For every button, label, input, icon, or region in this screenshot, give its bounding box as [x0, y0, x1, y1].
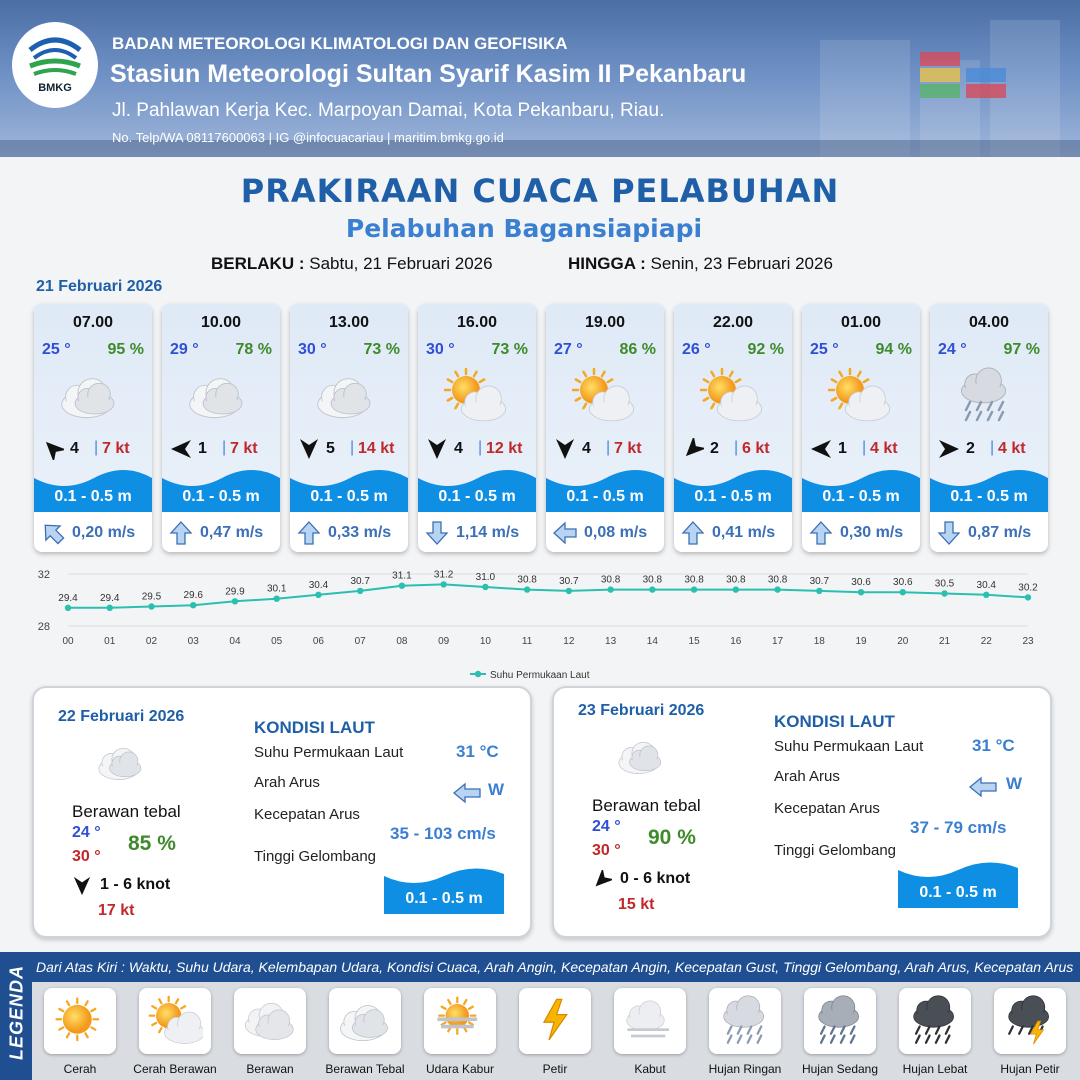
bmkg-logo-icon [26, 36, 84, 80]
legend-icon-box [804, 988, 876, 1054]
legend-label: Udara Kabur [425, 1062, 495, 1076]
wind-direction-icon [592, 870, 612, 890]
x-tick-label: 00 [62, 636, 74, 647]
cerah-berawan-icon [698, 366, 768, 428]
gust-speed: 12 kt [486, 440, 523, 457]
panel-condition: Berawan tebal [72, 802, 181, 821]
sst-data-label: 31.2 [433, 569, 454, 581]
forecast-card [546, 304, 664, 552]
x-tick-label: 13 [605, 636, 617, 647]
sst-data-label: 30.1 [266, 583, 287, 595]
cerah-berawan-icon [570, 366, 640, 428]
sst-value: 31 °C [972, 736, 1015, 755]
sst-data-label: 30.8 [684, 574, 704, 586]
current-row [802, 512, 920, 552]
sst-point [107, 605, 113, 611]
legend [0, 952, 1080, 1080]
wave-height: 0.1 - 0.5 m [822, 488, 900, 505]
bmkg-logo [12, 22, 98, 108]
sst-point [733, 586, 739, 592]
x-tick-label: 19 [855, 636, 867, 647]
logo-text: BMKG [38, 82, 72, 94]
valid-from-value: Sabtu, 21 Februari 2026 [309, 254, 493, 273]
sst-data-label: 30.6 [893, 577, 913, 589]
station-address: Jl. Pahlawan Kerja Kec. Marpoyan Damai, Kota Pekanbaru, Riau. [112, 100, 665, 121]
sst-data-label: 30.8 [517, 574, 537, 586]
forecast-temp: 26 ° [682, 341, 711, 358]
forecast-time: 01.00 [840, 314, 882, 331]
gust-speed: 6 kt [742, 440, 770, 457]
current-speed: 0,41 m/s [712, 524, 776, 541]
y-tick-label: 32 [37, 569, 50, 581]
wind-speed: 4 [454, 440, 463, 457]
berawan-tebal-icon [92, 738, 156, 788]
forecast-card [162, 304, 280, 552]
x-tick-label: 04 [229, 636, 241, 647]
petir-icon [527, 994, 583, 1050]
valid-to [568, 254, 833, 274]
x-tick-label: 10 [479, 636, 491, 647]
sst-data-label: 29.4 [100, 592, 120, 604]
hujan-petir-icon [1002, 994, 1058, 1050]
wind-speed: 1 [198, 440, 207, 457]
panel-humidity: 85 % [128, 832, 176, 855]
current-speed-label: Kecepatan Arus [254, 806, 360, 823]
wind-direction-icon [810, 438, 832, 460]
sst-point [190, 602, 196, 608]
wind-direction-icon [170, 438, 192, 460]
wind-row [424, 437, 532, 461]
wind-direction-icon [72, 876, 92, 896]
current-direction-icon [552, 520, 578, 546]
legend-icon-box [329, 988, 401, 1054]
sst-data-label: 30.7 [809, 575, 830, 587]
forecast-temp: 30 ° [298, 341, 327, 358]
x-tick-label: 05 [271, 636, 283, 647]
panel-temp-min: 24 ° [72, 824, 101, 841]
sst-data-label: 30.7 [559, 575, 579, 587]
station-contact: No. Telp/WA 08117600063 | IG @infocuacariau | maritim.bmkg.go.id [112, 130, 504, 145]
current-direction-icon [296, 520, 322, 546]
legend-label: Berawan Tebal [325, 1062, 405, 1076]
forecast-humidity: 92 % [747, 341, 784, 358]
forecast-temp: 25 ° [42, 341, 71, 358]
sst-data-label: 30.4 [308, 579, 329, 591]
x-tick-label: 21 [938, 636, 951, 647]
sst-point [524, 586, 530, 592]
forecast-card [674, 304, 792, 552]
panel-temp-max: 30 ° [592, 842, 621, 859]
port-name: Pelabuhan Bagansiapiapi [345, 214, 703, 243]
sst-point [816, 588, 822, 594]
wind-row [296, 437, 404, 461]
wind-speed: 4 [582, 440, 591, 457]
sea-condition-title: KONDISI LAUT [774, 712, 895, 731]
day-panel-1 [32, 686, 532, 938]
legend-label: Petir [542, 1062, 568, 1076]
sst-data-label: 30.8 [642, 574, 663, 586]
legend-icon-box [424, 988, 496, 1054]
wave-height: 0.1 - 0.5 m [54, 488, 132, 505]
panel-gust: 15 kt [618, 896, 655, 913]
sst-point [900, 589, 906, 595]
wave-height-value: 0.1 - 0.5 m [405, 890, 483, 907]
cerah-berawan-icon [826, 366, 896, 428]
separator: | [94, 439, 99, 456]
legend-label: Cerah [63, 1062, 97, 1076]
legend-description: Dari Atas Kiri : Waktu, Suhu Udara, Kelembapan Udara, Kondisi Cuaca, Arah Angin, Kecepatan Angin, Kecepatan Gust, Tinggi Gelombang, Arah Arus, Kecepatan Arus [36, 959, 1074, 975]
sst-data-label: 30.7 [350, 575, 370, 587]
separator: | [990, 439, 995, 456]
wind-direction-icon [938, 438, 960, 460]
wind-direction-icon [298, 438, 320, 460]
sst-data-label: 30.2 [1018, 582, 1038, 594]
current-speed: 0,30 m/s [840, 524, 904, 541]
x-tick-label: 08 [396, 636, 408, 647]
wind-row [936, 437, 1044, 461]
x-tick-label: 09 [438, 636, 450, 647]
legend-icon-box [614, 988, 686, 1054]
panel-temp-max: 30 ° [72, 848, 101, 865]
forecast-time: 16.00 [456, 314, 498, 331]
current-speed-label: Kecepatan Arus [774, 800, 880, 817]
panel-condition: Berawan tebal [592, 796, 701, 815]
legend-side [0, 952, 32, 1080]
legend-item [36, 988, 124, 1076]
berawan-tebal-icon [186, 366, 256, 428]
wind-row [168, 437, 276, 461]
cerah-berawan-icon [442, 366, 512, 428]
current-speed: 0,47 m/s [200, 524, 264, 541]
current-direction-icon [680, 520, 706, 546]
legend-title: LEGENDA [6, 965, 27, 1061]
valid-to-value: Senin, 23 Februari 2026 [650, 254, 833, 273]
current-row [162, 512, 280, 552]
x-tick-label: 07 [354, 636, 366, 647]
agency-name: BADAN METEOROLOGI KLIMATOLOGI DAN GEOFISIKA [112, 34, 568, 53]
wind-row [680, 437, 788, 461]
current-direction-icon [452, 782, 482, 804]
legend-item [986, 988, 1074, 1076]
separator: | [734, 439, 739, 456]
forecast-card [802, 304, 920, 552]
panel-date: 23 Februari 2026 [578, 702, 705, 719]
sst-data-label: 30.8 [767, 574, 788, 586]
x-tick-label: 03 [187, 636, 199, 647]
sst-data-label: 31.1 [392, 570, 412, 582]
current-direction-icon [968, 776, 998, 798]
sst-data-label: 29.6 [183, 590, 203, 602]
forecast-humidity: 86 % [619, 341, 656, 358]
current-speed-value: 35 - 103 cm/s [390, 824, 496, 843]
current-speed: 0,33 m/s [328, 524, 392, 541]
sst-data-label: 29.4 [58, 592, 78, 604]
legend-icon-box [994, 988, 1066, 1054]
sst-point [232, 598, 238, 604]
wave-height-label: Tinggi Gelombang [254, 848, 377, 865]
legend-item [701, 988, 789, 1076]
x-tick-label: 14 [646, 636, 658, 647]
current-row [930, 512, 1048, 552]
hujan-sedang-icon [812, 994, 868, 1050]
wave-height-value: 0.1 - 0.5 m [919, 884, 997, 901]
sst-point [65, 605, 71, 611]
gust-speed: 4 kt [870, 440, 898, 457]
current-row [674, 512, 792, 552]
sst-point [858, 589, 864, 595]
sst-point [774, 586, 780, 592]
berawan-icon [242, 994, 298, 1050]
legend-icon-box [519, 988, 591, 1054]
legend-icon-box [44, 988, 116, 1054]
berawan-tebal-icon [314, 366, 384, 428]
forecast-temp: 30 ° [426, 341, 455, 358]
forecast-time: 04.00 [968, 314, 1010, 331]
legend-item [131, 988, 219, 1076]
separator: | [606, 439, 611, 456]
berawan-tebal-icon [58, 366, 128, 428]
valid-from [211, 254, 493, 274]
sst-point [482, 584, 488, 590]
x-tick-label: 18 [813, 636, 825, 647]
x-tick-label: 15 [688, 636, 700, 647]
forecast-temp: 27 ° [554, 341, 583, 358]
current-direction-icon [168, 520, 194, 546]
gust-speed: 14 kt [358, 440, 395, 457]
berawan-tebal-icon [337, 994, 393, 1050]
separator: | [350, 439, 355, 456]
legend-item [891, 988, 979, 1076]
legend-item [226, 988, 314, 1076]
wave-height: 0.1 - 0.5 m [950, 488, 1028, 505]
sst-label: Suhu Permukaan Laut [774, 738, 924, 755]
sst-data-label: 30.6 [851, 577, 871, 589]
legend-icon-box [139, 988, 211, 1054]
sst-data-label: 31.0 [475, 572, 496, 583]
current-direction-icon [40, 520, 66, 546]
wind-speed: 2 [710, 440, 719, 457]
udara-kabur-icon [432, 994, 488, 1050]
current-speed-value: 37 - 79 cm/s [910, 818, 1007, 837]
wind-speed: 4 [70, 440, 79, 457]
x-tick-label: 02 [145, 636, 158, 647]
panel-wind: 0 - 6 knot [620, 870, 691, 887]
forecast-card [418, 304, 536, 552]
current-speed: 0,08 m/s [584, 524, 648, 541]
wind-direction-icon [554, 438, 576, 460]
forecast-time: 22.00 [712, 314, 754, 331]
hujan-lebat-icon [907, 994, 963, 1050]
page-title: PRAKIRAAN CUACA PELABUHAN [240, 172, 840, 210]
wave-height: 0.1 - 0.5 m [694, 488, 772, 505]
forecast-time: 10.00 [200, 314, 242, 331]
x-tick-label: 17 [772, 636, 784, 647]
sst-point [1025, 594, 1031, 600]
current-speed: 0,87 m/s [968, 524, 1032, 541]
sst-point [983, 592, 989, 598]
legend-item [606, 988, 694, 1076]
sst-data-label: 30.5 [934, 578, 955, 590]
legend-marker [475, 671, 481, 677]
panel-humidity: 90 % [648, 826, 696, 849]
wind-direction-icon [42, 438, 64, 460]
legend-label: Hujan Lebat [902, 1062, 968, 1076]
legend-entry: Suhu Permukaan Laut [490, 670, 590, 681]
current-direction-label: Arah Arus [774, 768, 840, 785]
sst-point [399, 583, 405, 589]
panel-temp-min: 24 ° [592, 818, 621, 835]
legend-label: Kabut [634, 1062, 666, 1076]
legend-icon-box [234, 988, 306, 1054]
wave-height: 0.1 - 0.5 m [566, 488, 644, 505]
gust-speed: 4 kt [998, 440, 1026, 457]
current-direction-icon [424, 520, 450, 546]
forecast-card [290, 304, 408, 552]
gust-speed: 7 kt [102, 440, 130, 457]
cerah-berawan-icon [147, 994, 203, 1050]
station-name: Stasiun Meteorologi Sultan Syarif Kasim II Pekanbaru [110, 60, 747, 88]
sst-point [607, 586, 613, 592]
sst-point [148, 603, 154, 609]
current-direction-label: Arah Arus [254, 774, 320, 791]
sst-chart [30, 566, 1050, 686]
current-row [418, 512, 536, 552]
forecast-time: 13.00 [328, 314, 370, 331]
sst-point [941, 590, 947, 596]
current-direction-value: W [1006, 774, 1023, 793]
separator: | [478, 439, 483, 456]
sst-data-label: 30.8 [600, 574, 621, 586]
hujan-ringan-icon [717, 994, 773, 1050]
forecast-temp: 24 ° [938, 341, 967, 358]
wind-row [40, 437, 148, 461]
legend-icon-box [709, 988, 781, 1054]
separator: | [862, 439, 867, 456]
legend-icon-box [899, 988, 971, 1054]
legend-item [416, 988, 504, 1076]
x-tick-label: 11 [521, 636, 533, 647]
sst-data-label: 30.8 [726, 574, 746, 586]
legend-item [321, 988, 409, 1076]
cerah-icon [52, 994, 108, 1050]
sst-data-label: 29.5 [141, 591, 162, 603]
sst-data-label: 30.4 [976, 579, 996, 591]
header-banner [0, 0, 1080, 157]
panel-wind: 1 - 6 knot [100, 876, 171, 893]
separator: | [222, 439, 227, 456]
panel-gust: 17 kt [98, 902, 135, 919]
forecast-card [34, 304, 152, 552]
sst-point [357, 588, 363, 594]
sst-point [273, 596, 279, 602]
forecast-humidity: 94 % [875, 341, 912, 358]
sst-point [566, 588, 572, 594]
legend-item [796, 988, 884, 1076]
current-direction-value: W [488, 780, 505, 799]
forecast-temp: 29 ° [170, 341, 199, 358]
berawan-tebal-icon [612, 732, 676, 782]
valid-to-label: HINGGA : [568, 254, 646, 273]
forecast-time: 19.00 [584, 314, 626, 331]
wind-speed: 1 [838, 440, 847, 457]
wave-height: 0.1 - 0.5 m [438, 488, 516, 505]
x-tick-label: 01 [104, 636, 116, 647]
hourly-forecast [34, 304, 1052, 552]
forecast-humidity: 97 % [1003, 341, 1040, 358]
wind-speed: 2 [966, 440, 975, 457]
current-direction-icon [808, 520, 834, 546]
wind-direction-icon [426, 438, 448, 460]
panel-date: 22 Februari 2026 [58, 708, 185, 725]
gust-speed: 7 kt [614, 440, 642, 457]
sst-data-label: 29.9 [225, 586, 245, 598]
sst-point [691, 586, 697, 592]
sst-label: Suhu Permukaan Laut [254, 744, 404, 761]
x-tick-label: 22 [980, 636, 992, 647]
wave-height: 0.1 - 0.5 m [182, 488, 260, 505]
wind-direction-icon [682, 438, 704, 460]
x-tick-label: 16 [730, 636, 742, 647]
current-row [290, 512, 408, 552]
y-tick-label: 28 [37, 621, 50, 633]
x-tick-label: 20 [897, 636, 909, 647]
forecast-humidity: 73 % [363, 341, 400, 358]
wind-speed: 5 [326, 440, 335, 457]
legend-label: Hujan Petir [1000, 1062, 1060, 1076]
wave-height-label: Tinggi Gelombang [774, 842, 897, 859]
sst-line [68, 584, 1028, 607]
sea-condition-title: KONDISI LAUT [254, 718, 375, 737]
x-tick-label: 23 [1022, 636, 1034, 647]
hujan-ringan-icon [954, 366, 1024, 428]
forecast-time: 07.00 [72, 314, 114, 331]
sst-point [440, 581, 446, 587]
legend-item [511, 988, 599, 1076]
current-speed: 0,20 m/s [72, 524, 136, 541]
valid-from-label: BERLAKU : [211, 254, 305, 273]
forecast-humidity: 95 % [107, 341, 144, 358]
day1-date: 21 Februari 2026 [36, 278, 163, 295]
current-row [34, 512, 152, 552]
legend-label: Cerah Berawan [133, 1062, 217, 1076]
wave-height: 0.1 - 0.5 m [310, 488, 388, 505]
x-tick-label: 06 [312, 636, 324, 647]
wind-row [552, 437, 660, 461]
forecast-temp: 25 ° [810, 341, 839, 358]
sst-point [649, 586, 655, 592]
forecast-humidity: 73 % [491, 341, 528, 358]
kabut-icon [622, 994, 678, 1050]
sst-value: 31 °C [456, 742, 499, 761]
sst-point [315, 592, 321, 598]
day-panel-2 [552, 686, 1052, 938]
forecast-humidity: 78 % [235, 341, 272, 358]
x-tick-label: 12 [563, 636, 575, 647]
current-row [546, 512, 664, 552]
legend-label: Berawan [246, 1062, 294, 1076]
gust-speed: 7 kt [230, 440, 258, 457]
forecast-card [930, 304, 1048, 552]
current-speed: 1,14 m/s [456, 524, 520, 541]
legend-label: Hujan Sedang [801, 1062, 879, 1076]
legend-label: Hujan Ringan [708, 1062, 782, 1076]
wind-row [808, 437, 916, 461]
current-direction-icon [936, 520, 962, 546]
